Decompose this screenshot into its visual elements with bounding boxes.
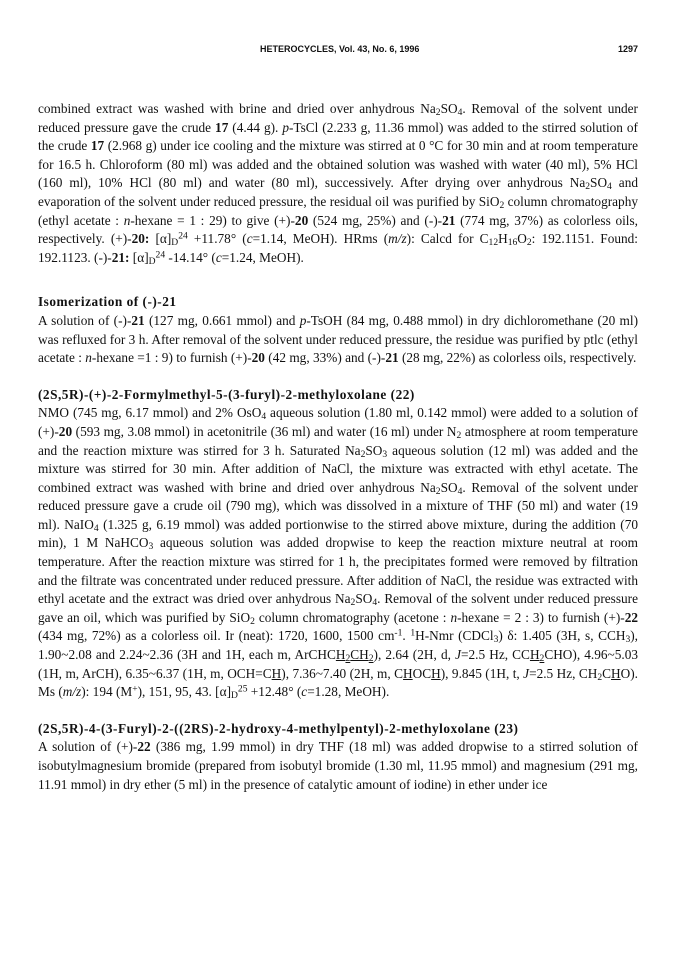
section-compound-23 bbox=[38, 720, 638, 794]
section-isomerization bbox=[38, 293, 638, 367]
section-paragraph: A solution of (-)-21 (127 mg, 0.661 mmol) and p-TsOH (84 mg, 0.488 mmol) in dry dichloromethane (20 ml) was refluxed for 3 h. After removal of the solvent under reduced pressure, the residue was purified by ptlc (ethyl acetate : n-hexane =1 : 9) to furnish (+)-20 (42 mg, 33%) and (-)-21 (28 mg, 22%) as colorless oils, respectively. bbox=[38, 312, 638, 366]
section-heading: (2S,5R)-4-(3-Furyl)-2-((2RS)-2-hydroxy-4-methylpentyl)-2-methyloxolane (23) bbox=[38, 720, 519, 736]
section-heading: (2S,5R)-(+)-2-Formylmethyl-5-(3-furyl)-2-methyloxolane (22) bbox=[38, 386, 415, 402]
section-paragraph: NMO (745 mg, 6.17 mmol) and 2% OsO$_4$ aqueous solution (1.80 ml, 0.142 mmol) were added to a solution of (+)-20 (593 mg, 3.08 mmol) in acetonitrile (36 ml) and water (16 ml) under $N_2$ atmosphere at room temperature and the reaction mixture was stirred for 3 h. Saturated $Na_2SO_3$ aqueous solution (12 ml) was added and the mixture was stirred for 30 min. After addition of NaCl, the mixture was extracted with ethyl acetate. The combined extract was washed with brine and dried over anhydrous $Na_2SO_4$. Removal of the solvent under reduced pressure gave a crude oil (790 mg), which was dissolved in a mixture of THF (50 ml) and water (19 ml). NaIO$_4$ (1.325 g, 6.19 mmol) was added portionwise to the stirred above mixture, during the addition (70 min), 1 M NaHCO$_3$ aqueous solution was added dropwise to keep the reaction mixture neutral at room temperature. After the reaction mixture was stirred for 1 h, the precipitates formed were removed by filtration and the filtrate was concentrated under reduced pressure. After addition of NaCl, the residue was extracted with ethyl acetate and the extract was dried over anhydrous $Na_2SO_4$. Removal of the solvent under reduced pressure gave an oil, which was purified by SiO$_2$ column chromatography (acetone : n-hexane = 2 : 3) to furnish (+)-22 (434 mg, 72%) as a colorless oil. Ir (neat): 1720, 1600, 1500 $cm^{-1}$. $^1$H-Nmr (CDCl$_3$) δ: 1.405 (3H, s, $CCH_3$), 1.90~2.08 and 2.24~2.36 (3H and 1H, each m, $ArCHCH_2CH_2$), 2.64 (2H, d, J=2.5 Hz, $CCH_2CHO$), 4.96~5.03 (1H, m, ArCH), 6.35~6.37 (1H, m, OCH=CH), 7.36~7.40 (2H, m, CHOCH), 9.845 (1H, t, J=2.5 Hz, $CH_2CHO$). Ms (m/z): 194 (M+), 151, 95, 43. $[\alpha]_D^{25} +12.48^\circ$ (c=1.28, MeOH). bbox=[38, 405, 639, 702]
paragraph-continued: combined extract was washed with brine and dried over anhydrous $Na_2SO_4$. Removal of the solvent under reduced pressure gave the crude 17 (4.44 g). p-TsCl (2.233 g, 11.36 mmol) was added to the stirred solution of the crude 17 (2.968 g) under ice cooling and the mixture was stirred at 0 °C for 30 min and at room temperature for 16.5 h. Chloroform (80 ml) was added and the obtained solution was washed with water (40 ml), 5% HCl (160 ml), 10% HCl (80 ml) and water (80 ml), successively. After drying over anhydrous $Na_2SO_4$ and evaporation of the solvent under reduced pressure, the residual oil was purified by SiO$_2$ column chromatography (ethyl acetate : n-hexane = 1 : 29) to give (+)-20 (524 mg, 25%) and (-)-21 (774 mg, 37%) as colorless oils, respectively. (+)-20: $[\alpha]_D^{24} +11.78^\circ$ (c=1.14, MeOH). HRms (m/z): Calcd for $C_{12}H_{16}O_2$: 192.1151. Found: 192.1123. (-)-21: $[\alpha]_D^{24}$ -14.14° (c=1.24, MeOH). bbox=[38, 101, 639, 267]
running-head bbox=[38, 44, 638, 58]
section-paragraph: A solution of (+)-22 (386 mg, 1.99 mmol) in dry THF (18 ml) was added dropwise to a stirred solution of isobutylmagnesium bromide (prepared from isobutyl bromide (1.30 ml, 11.95 mmol) and magnesium (291 mg, 11.91 mmol) in dry ether (5 ml) in the presence of catalytic amount of iodine) in ether under ice bbox=[38, 739, 638, 792]
article-body bbox=[38, 100, 638, 794]
journal-citation: HETEROCYCLES, Vol. 43, No. 6, 1996 bbox=[260, 44, 420, 54]
page-number: 1297 bbox=[617, 44, 638, 54]
section-compound-22 bbox=[38, 386, 638, 702]
section-heading: Isomerization of (-)-21 bbox=[38, 294, 177, 310]
